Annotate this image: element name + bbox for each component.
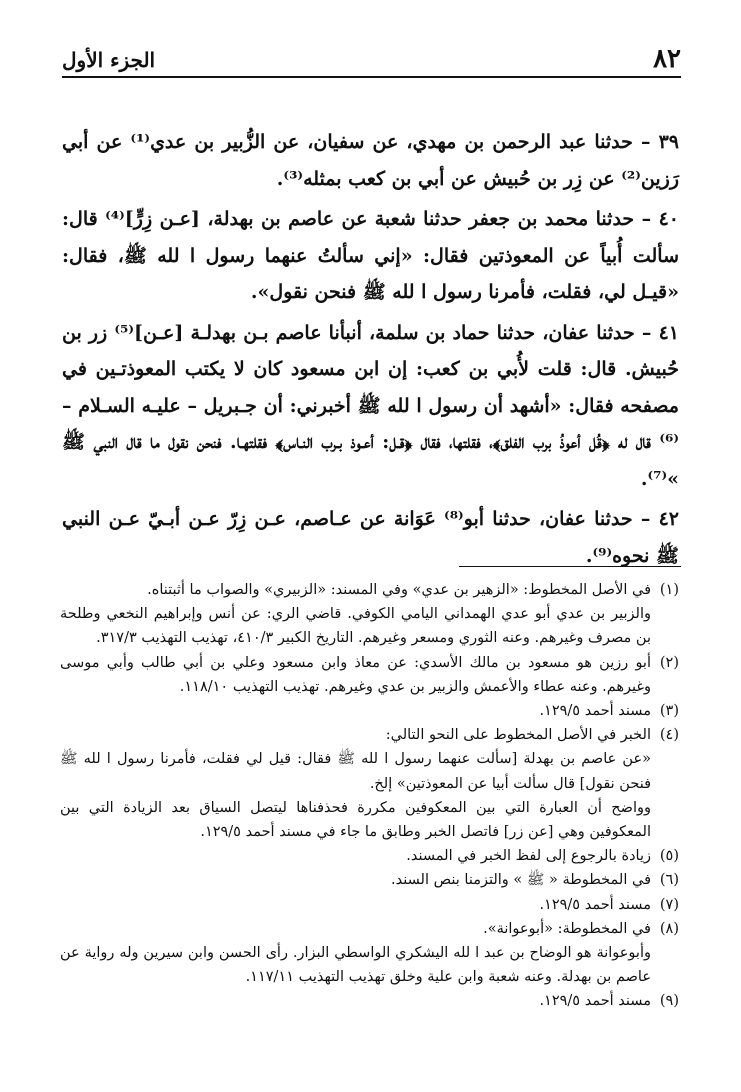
- footnote: [60, 578, 679, 651]
- footnote-text: [60, 651, 651, 699]
- footnote-separator: [459, 566, 681, 567]
- hadith-text: حدثنا عفان، حدثنا أبو⁽⁸⁾ عَوَانة عن عـاصم، عـن زِرّ عـن أبـيّ عـن النبي ﷺ نحوه⁽⁹⁾.: [62, 508, 679, 567]
- footnote-text: [60, 699, 651, 723]
- footnote-line: مسند أحمد ١٢٩/٥.: [539, 993, 651, 1010]
- footnote: [60, 723, 679, 844]
- footnote-line: أبو رزين هو مسعود بن مالك الأسدي: عن معاذ وابن مسعود وعلي بن أبي طالب وأبي موسى وغيرهم. وعنه عطاء والأعمش والزبير بن عدي وغيرهم. تهذيب التهذيب ١١٨/١٠.: [60, 654, 651, 695]
- footnote-marker: (٧): [659, 896, 679, 913]
- hadith-paragraph: [62, 124, 679, 197]
- footnote-line: الخبر في الأصل المخطوط على النحو التالي:: [385, 727, 651, 744]
- hadith-text: حدثنا عفان، حدثنا حماد بن سلمة، أنبأنا عاصم بـن بهدلـة [عـن]⁽⁵⁾ زر بن حُبيش. قال: قلت لأُبي بن كعب: إن ابن مسعود كان لا يكتب المعوذتـين في مصفحه فقال: «أشهد أن رسول ا لله ﷺ أخبرني: أن جـبريل – عليـه السـلام –⁽⁶⁾ قال له ﴿قُل أعوذُ برب الفلق﴾، فقلتها، فقال ﴿قـل: أعـوذ بـرب النـاس﴾ فقلتهـا. فنحن نقول ما قال النبي ﷺ »⁽⁷⁾.: [62, 321, 679, 490]
- main-text: [62, 124, 679, 578]
- footnote: [60, 651, 679, 699]
- running-title: الجزء الأول: [62, 48, 156, 72]
- footnote-marker: (١): [659, 582, 679, 598]
- footnote-line: في الأصل المخطوط: «الزهير بن عدي» وفي المسند: «الزبيري» والصواب ما أثبتناه.: [147, 582, 651, 598]
- footnote-text: [60, 723, 651, 844]
- hadith-text: حدثنا عبد الرحمن بن مهدي، عن سفيان، عن الزُّبير بن عدي⁽¹⁾ عن أبي رَزين⁽²⁾ عن زِر بن حُبيش عن أبي بن كعب بمثله⁽³⁾.: [62, 131, 679, 190]
- footnote-text: [60, 989, 651, 1013]
- footnote-marker: (٣): [659, 703, 679, 720]
- footnote-text: [60, 578, 651, 651]
- footnote-line: في المخطوطة: «أبوعوانة».: [483, 920, 651, 937]
- hadith-number: ٤٢ –: [640, 508, 679, 530]
- footnote-marker: (٤): [659, 727, 679, 744]
- footnote-marker: (٨): [659, 920, 679, 937]
- hadith-text: حدثنا محمد بن جعفر حدثنا شعبة عن عاصم بن بهدلة، [عـن زِرٍّ]⁽⁴⁾ قال: سألت أُبياً عن المعوذتين فقال: «إني سألتُ عنهما رسول ا لله ﷺ، فقال: «قيـل لي، فقلت، فأمرنا رسول ا لله ﷺ فنحن نقول».: [62, 208, 679, 303]
- hadith-number: ٤١ –: [641, 321, 679, 344]
- footnotes: [60, 578, 679, 1014]
- footnote: [60, 989, 679, 1013]
- footnote-line: مسند أحمد ١٢٩/٥.: [539, 896, 651, 913]
- hadith-number: ٤٠ –: [641, 208, 679, 230]
- page-number: ٨٢: [653, 44, 681, 74]
- footnote-line: زيادة بالرجوع إلى لفظ الخبر في المسند.: [406, 848, 651, 865]
- footnote-marker: (٩): [659, 993, 679, 1010]
- footnote-line: «عن عاصم بن بهدلة [سألت عنهما رسول ا لله ﷺ فقال: قيل لي فقلت، فأمرنا رسول ا لله ﷺ فنحن نقول] قال سألت أبيا عن المعوذتين» إلخ.: [60, 751, 651, 792]
- page-header: [62, 44, 681, 78]
- footnote-text: [60, 868, 651, 892]
- hadith-paragraph: [62, 315, 679, 498]
- hadith-paragraph: [62, 501, 679, 574]
- footnote-marker: (٥): [659, 848, 679, 865]
- footnote-line: والزبير بن عدي أبو عدي الهمداني اليامي الكوفي. قاضي الري: عن أنس وإبراهيم النخعي وطلحة بن مصرف وغيرهم. وعنه الثوري ومسعر وغيرهم. التاريخ الكبير ٤١٠/٣، تهذيب التهذيب ٣١٧/٣.: [60, 606, 651, 647]
- hadith-paragraph: [62, 201, 679, 311]
- footnote-line: مسند أحمد ١٢٩/٥.: [539, 703, 651, 720]
- footnote-line: في المخطوطة « ﷺ » والتزمنا بنص السند.: [391, 872, 651, 889]
- footnote-line: وأبوعوانة هو الوضاح بن عبد ا لله اليشكري الواسطي البزار. رأى الحسن وابن سيرين وله رواية عن عاصم بن بهدلة. وعنه شعبة وابن علية وخلق تهذيب التهذيب ١١٧/١١.: [60, 945, 651, 986]
- footnote-marker: (٢): [659, 654, 679, 671]
- footnote-text: [60, 893, 651, 917]
- footnote-text: [60, 917, 651, 990]
- footnote-line: وواضح أن العبارة التي بين المعكوفين مكررة فحذفناها ليتصل السياق بعد الزيادة التي بين المعكوفين وهي [عن زر] فاتصل الخبر وطابق ما جاء في مسند أحمد ١٢٩/٥.: [60, 799, 651, 841]
- footnote: [60, 699, 679, 723]
- footnote-text: [60, 844, 651, 868]
- footnote-marker: (٦): [659, 872, 679, 889]
- footnote: [60, 917, 679, 990]
- hadith-number: ٣٩ –: [640, 131, 679, 153]
- footnote: [60, 893, 679, 917]
- footnote: [60, 868, 679, 892]
- footnote: [60, 844, 679, 868]
